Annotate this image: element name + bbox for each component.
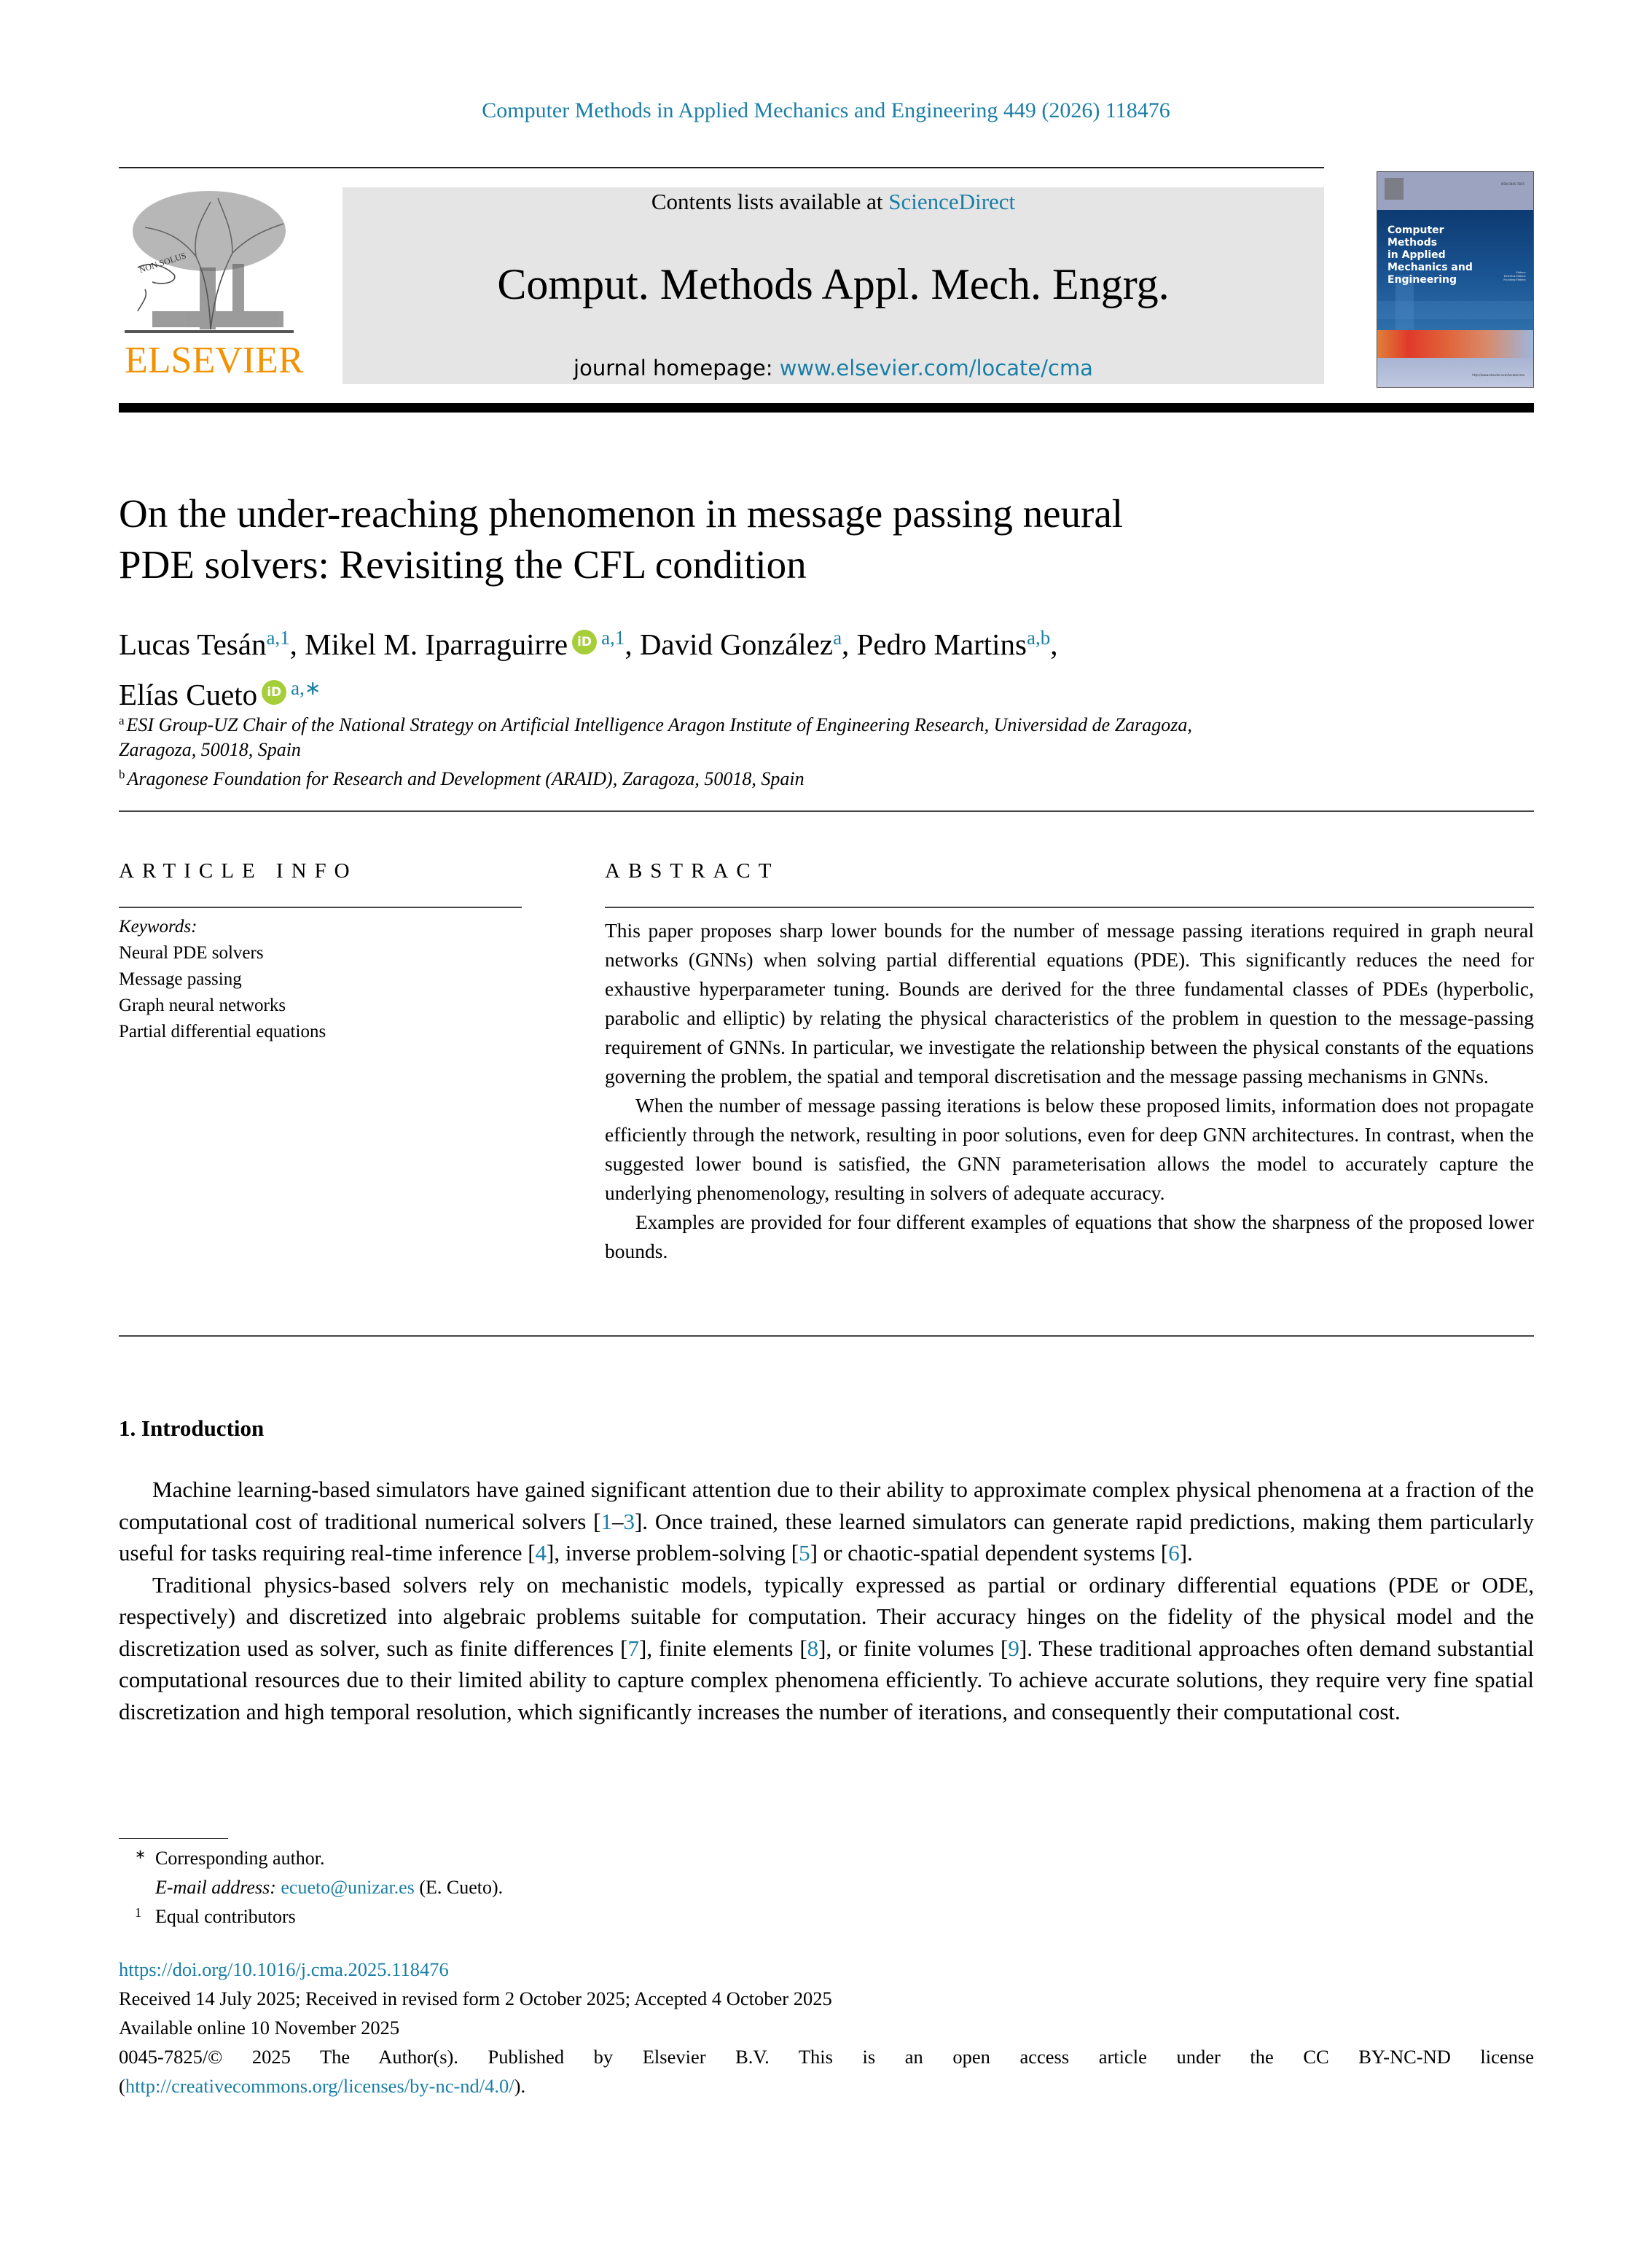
text: ] or chaotic-spatial dependent systems [ xyxy=(810,1540,1169,1566)
author-name[interactable]: Elías Cueto xyxy=(119,678,258,711)
journal-homepage-link[interactable]: www.elsevier.com/locate/cma xyxy=(779,356,1093,380)
cover-title-line: Computer xyxy=(1387,224,1444,236)
citation-link[interactable]: 8 xyxy=(807,1635,819,1661)
keyword: Partial differential equations xyxy=(119,1022,326,1041)
cover-emeritus-label: Emeritus Editors: xyxy=(1503,275,1526,278)
affiliation-mark: a xyxy=(119,714,125,727)
introduction-body xyxy=(119,1474,1534,1727)
keyword: Message passing xyxy=(119,969,242,989)
journal-abbrev-title: Comput. Methods Appl. Mech. Engrg. xyxy=(497,260,1170,308)
journal-citation-link[interactable]: Computer Methods in Applied Mechanics and Engineering 449 (2026) 118476 xyxy=(482,98,1170,122)
abstract-paragraph: When the number of message passing iterations is below these proposed limits, information does not propagate efficiently through the network, resulting in poor solutions, even for deep GNN architectures. In contrast, when the suggested lower bound is satisfied, the GNN parameterisation allows the model to accurately capture the underlying phenomenology, resulting in solvers of adequate accuracy. xyxy=(605,1094,1534,1204)
citation-link[interactable]: 3 xyxy=(623,1508,635,1534)
cover-tile xyxy=(1377,301,1533,319)
affiliation-b xyxy=(119,762,1430,792)
affiliations xyxy=(119,708,1430,792)
author-name[interactable]: Mikel M. Iparraguirre xyxy=(305,628,568,661)
contents-prefix: Contents lists available at xyxy=(651,189,889,214)
homepage-line xyxy=(342,353,1324,383)
author-affiliation-marks[interactable]: a,∗ xyxy=(291,677,321,699)
orcid-icon[interactable]: iD xyxy=(572,630,597,654)
publication-info xyxy=(119,1955,1534,2100)
journal-cover-image[interactable] xyxy=(1377,171,1534,388)
cover-title-line: Engineering xyxy=(1387,274,1457,286)
footnotes xyxy=(119,1844,1503,1931)
text: ]. xyxy=(1179,1540,1193,1566)
text: ]. Once trained, these learned simulators can generate rapid predictions, making them particularly useful for tasks requiring real-time inference [ xyxy=(119,1508,1534,1566)
header-black-bar xyxy=(119,403,1534,413)
history-dates: Received 14 July 2025; Received in revised form 2 October 2025; Accepted 4 October 2025 xyxy=(119,1988,832,2009)
text: ]. These traditional approaches often demand substantial computational resources due to their limited ability to capture complex phenomena efficiently. To achieve accurate solutions, they require very fine spatial discretization and high temporal resolution, which significantly increases the number of iterations, and consequently their computational cost. xyxy=(119,1635,1534,1724)
cover-url: http://www.elsevier.com/locate/cma xyxy=(1472,373,1524,377)
text: ( xyxy=(119,2075,125,2097)
keyword: Graph neural networks xyxy=(119,996,286,1015)
doi-link[interactable]: https://doi.org/10.1016/j.cma.2025.118476 xyxy=(119,1958,449,1980)
footnote-text: Equal contributors xyxy=(155,1906,296,1927)
email-suffix: (E. Cueto). xyxy=(414,1877,504,1898)
homepage-prefix: journal homepage: xyxy=(573,356,780,380)
abstract-paragraph: This paper proposes sharp lower bounds for the number of message passing iterations required in graph neural networks (GNNs) when solving partial differential equations (PDE). This significantly reduces the need for exhaustive hyperparameter tuning. Bounds are derived for the three fundamental classes of PDEs (hyperbolic, parabolic and elliptic) by relating the physical characteristics of the problem in question to the message-passing requirement of GNNs. In particular, we investigate the relationship between the physical constants of the equations governing the problem, the spatial and temporal discretisation and the message passing mechanisms in GNNs. xyxy=(605,919,1534,1087)
citation-link[interactable]: 6 xyxy=(1168,1540,1180,1566)
cover-title-line: Methods xyxy=(1387,237,1438,249)
text: Machine learning-based simulators have gained significant attention due to their ability to approximate complex physical phenomena at a fraction of the computational cost of traditional numerical solvers [ xyxy=(119,1477,1534,1534)
cover-title-line: Mechanics and xyxy=(1387,262,1473,273)
intro-paragraph xyxy=(119,1474,1534,1569)
footnote-rule xyxy=(119,1838,228,1839)
section-heading-introduction: 1. Introduction xyxy=(119,1415,265,1441)
keyword: Neural PDE solvers xyxy=(119,943,264,963)
author-name[interactable]: Pedro Martins xyxy=(856,628,1027,661)
elsevier-logo xyxy=(119,187,304,388)
contents-line xyxy=(342,187,1324,216)
citation-link[interactable]: 7 xyxy=(627,1635,639,1661)
author-list: Lucas Tesán$^{a,1}$, Mikel M. Iparraguirre iD $^{a,1}$, David González$^a$, Pedro Martins$^{a,b}$, Elías Cueto iD $^{a,∗}$ xyxy=(119,627,1058,711)
cover-issn: ISSN 0045-7825 xyxy=(1500,182,1524,186)
title-line-2: PDE solvers: Revisiting the CFL condition xyxy=(119,542,807,587)
article-info-heading: ARTICLE INFO xyxy=(119,859,358,883)
orcid-icon[interactable]: iD xyxy=(262,680,286,705)
title-line-1: On the under-reaching phenomenon in message passing neural xyxy=(119,491,1124,536)
divider xyxy=(119,1335,1534,1337)
text: ], finite elements [ xyxy=(639,1635,807,1661)
citation-link[interactable]: 5 xyxy=(799,1540,810,1566)
author-affiliation-marks[interactable]: a,b xyxy=(1027,627,1051,649)
affiliation-a-line-2: Zaragoza, 50018, Spain xyxy=(119,739,301,760)
author-affiliation-marks[interactable]: a,1 xyxy=(601,627,625,649)
header-top-rule xyxy=(119,167,1324,168)
sciencedirect-link[interactable]: ScienceDirect xyxy=(888,189,1016,214)
footnote-corresponding xyxy=(119,1844,1503,1873)
affiliation-text: Aragonese Foundation for Research and Development (ARAID), Zaragoza, 50018, Spain xyxy=(127,768,805,789)
intro-paragraph xyxy=(119,1569,1534,1728)
abstract-heading: ABSTRACT xyxy=(605,859,780,883)
citation-link[interactable]: 9 xyxy=(1008,1635,1019,1661)
footnote-equal xyxy=(119,1902,1503,1931)
keywords-label: Keywords: xyxy=(119,917,197,937)
citation-link[interactable]: 1 xyxy=(600,1508,612,1534)
cover-title-line: in Applied xyxy=(1387,249,1446,261)
cover-title xyxy=(1387,224,1473,286)
text: Traditional physics-based solvers rely on mechanistic models, typically expressed as partial or ordinary differential equations (PDE or ODE, respectively) and discretized into algebraic problems suitable for computation. Their accuracy hinges on the fidelity of the physical model and the discretization used as solver, such as finite differences [ xyxy=(119,1571,1534,1661)
author-affiliation-marks[interactable]: a xyxy=(833,627,842,649)
cover-elsevier-logo-icon xyxy=(1385,178,1404,200)
text: ). xyxy=(514,2075,526,2097)
abstract-paragraph: Examples are provided for four different examples of equations that show the sharpness of the proposed lower bounds. xyxy=(605,1211,1534,1262)
copyright-line: 0045-7825/© 2025 The Author(s). Published by Elsevier B.V. This is an open access article under the CC BY-NC-ND license xyxy=(119,2046,1534,2068)
text: ], inverse problem-solving [ xyxy=(547,1540,799,1566)
footnote-text: Corresponding author. xyxy=(155,1848,325,1869)
license-line xyxy=(119,2071,1534,2100)
journal-masthead xyxy=(342,187,1324,384)
cover-editors xyxy=(1489,271,1526,282)
license-link[interactable]: http://creativecommons.org/licenses/by-nc-nd/4.0/ xyxy=(125,2075,514,2097)
affiliation-text: ESI Group-UZ Chair of the National Strategy on Artificial Intelligence Aragon Institute of Engineering Research, Universidad de Zaragoza, xyxy=(126,714,1192,735)
author-name[interactable]: Lucas Tesán xyxy=(119,628,267,661)
affiliation-mark: b xyxy=(119,767,125,781)
email-label: E-mail address: xyxy=(155,1877,281,1898)
available-online: Available online 10 November 2025 xyxy=(119,2017,400,2039)
cover-simulation-band xyxy=(1377,330,1533,358)
footnote-email xyxy=(119,1873,1503,1902)
abstract-body xyxy=(605,916,1534,1266)
citation-link[interactable]: 4 xyxy=(535,1540,547,1566)
text: ], or finite volumes [ xyxy=(818,1635,1009,1661)
footnote-mark: 1 xyxy=(135,1905,141,1920)
footnote-mark: ∗ xyxy=(135,1847,146,1861)
affiliation-a xyxy=(119,708,1430,738)
cover-editors-label: Editors: xyxy=(1516,271,1526,274)
elsevier-wordmark: ELSEVIER xyxy=(125,340,304,381)
author-name[interactable]: David González xyxy=(639,628,834,661)
svg-text:NON SOLUS: NON SOLUS xyxy=(138,250,188,275)
divider xyxy=(119,810,1534,812)
cover-founding-label: Founding Editors: xyxy=(1503,278,1526,281)
elsevier-tree-icon xyxy=(123,187,295,333)
author-affiliation-marks[interactable]: a,1 xyxy=(266,627,290,649)
article-info-rule xyxy=(119,907,522,908)
text: – xyxy=(611,1508,624,1534)
abstract-rule xyxy=(605,907,1534,908)
article-title xyxy=(119,488,1358,590)
email-link[interactable]: ecueto@unizar.es xyxy=(281,1877,415,1898)
keywords-block xyxy=(119,914,520,1045)
